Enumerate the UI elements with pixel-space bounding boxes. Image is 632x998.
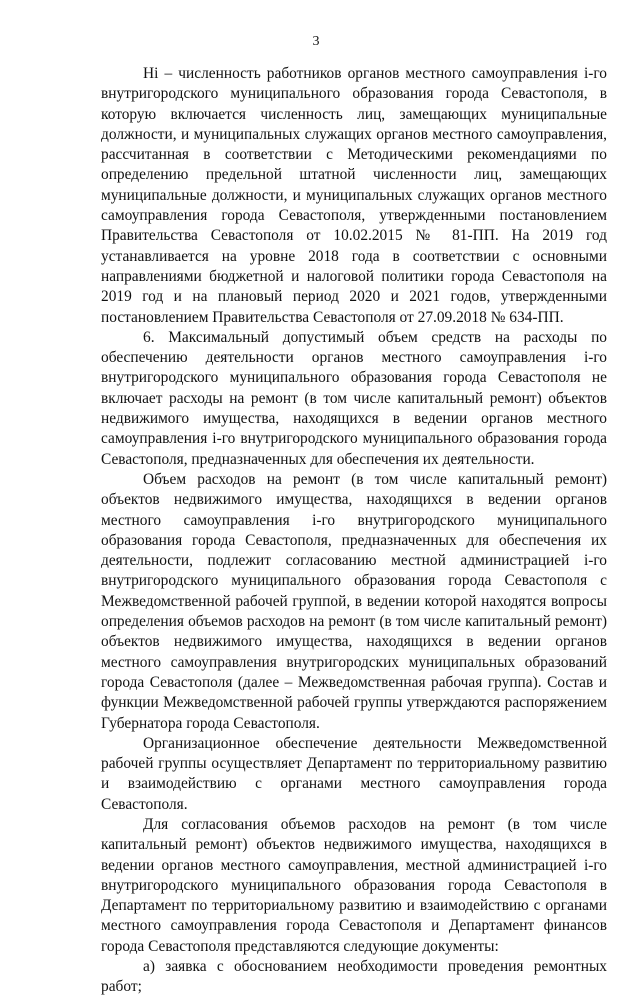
document-body: [101, 64, 607, 998]
paragraph-item-6: 6. Максимальный допустимый объем средств на расходы по обеспечению деятельности органов местного самоуправления i-го внутригородского муниципального образования города Севастополя не включает расходы на ремонт (в том числе капитальный ремонт) объектов недвижимого имущества, находящихся в ведении органов местного самоуправления i-го внутригородского муниципального образования города Севастополя, предназначенных для обеспечения их деятельности.: [101, 328, 607, 468]
list-item-a: а) заявка с обоснованием необходимости проведения ремонтных работ;: [101, 958, 607, 996]
paragraph-repair-volume: Объем расходов на ремонт (в том числе капитальный ремонт) объектов недвижимого имущества, находящихся в ведении органов местного самоуправления i-го внутригородского муниципального образования города Севастополя, предназначенных для обеспечения их деятельности, подлежит согласованию местной администрацией i-го внутригородского муниципального образования города Севастополя с Межведомственной рабочей группой, в ведении которой находятся вопросы определения объемов расходов на ремонт (в том числе капитальный ремонт) объектов недвижимого имущества, находящихся в ведении органов местного самоуправления внутригородских муниципальных образований города Севастополя (далее – Межведомственная рабочая группа). Состав и функции Межведомственной рабочей группы утверждаются распоряжением Губернатора города Севастополя.: [101, 470, 607, 732]
paragraph-organizational-support: Организационное обеспечение деятельности Межведомственной рабочей группы осуществляет Департамент по территориальному развитию и взаимодействию с органами местного самоуправления города Севастополя.: [101, 734, 607, 813]
page-number: 3: [312, 34, 320, 49]
paragraph-approval-documents: Для согласования объемов расходов на ремонт (в том числе капитальный ремонт) объектов недвижимого имущества, находящихся в ведении органов местного самоуправления, местной администрацией i-го внутригородского муниципального образования города Севастополя в Департамент по территориальному развитию и взаимодействию с органами местного самоуправления города Севастополя и Департамент финансов города Севастополя представляются следующие документы:: [101, 815, 607, 955]
paragraph-n-i-definition: Нi – численность работников органов местного самоуправления i-го внутригородского муниципального образования города Севастополя, в которую включается численность лиц, замещающих муниципальные должности, и муниципальных служащих органов местного самоуправления, рассчитанная в соответствии с Методическими рекомендациями по определению предельной штатной численности лиц, замещающих муниципальные должности, и муниципальных служащих органов местного самоуправления города Севастополя, утвержденными постановлением Правительства Севастополя от 10.02.2015 № 81-ПП. На 2019 год устанавливается на уровне 2018 года в соответствии с основными направлениями бюджетной и налоговой политики города Севастополя на 2019 год и на плановый период 2020 и 2021 годов, утвержденными постановлением Правительства Севастополя от 27.09.2018 № 634-ПП.: [101, 65, 607, 326]
